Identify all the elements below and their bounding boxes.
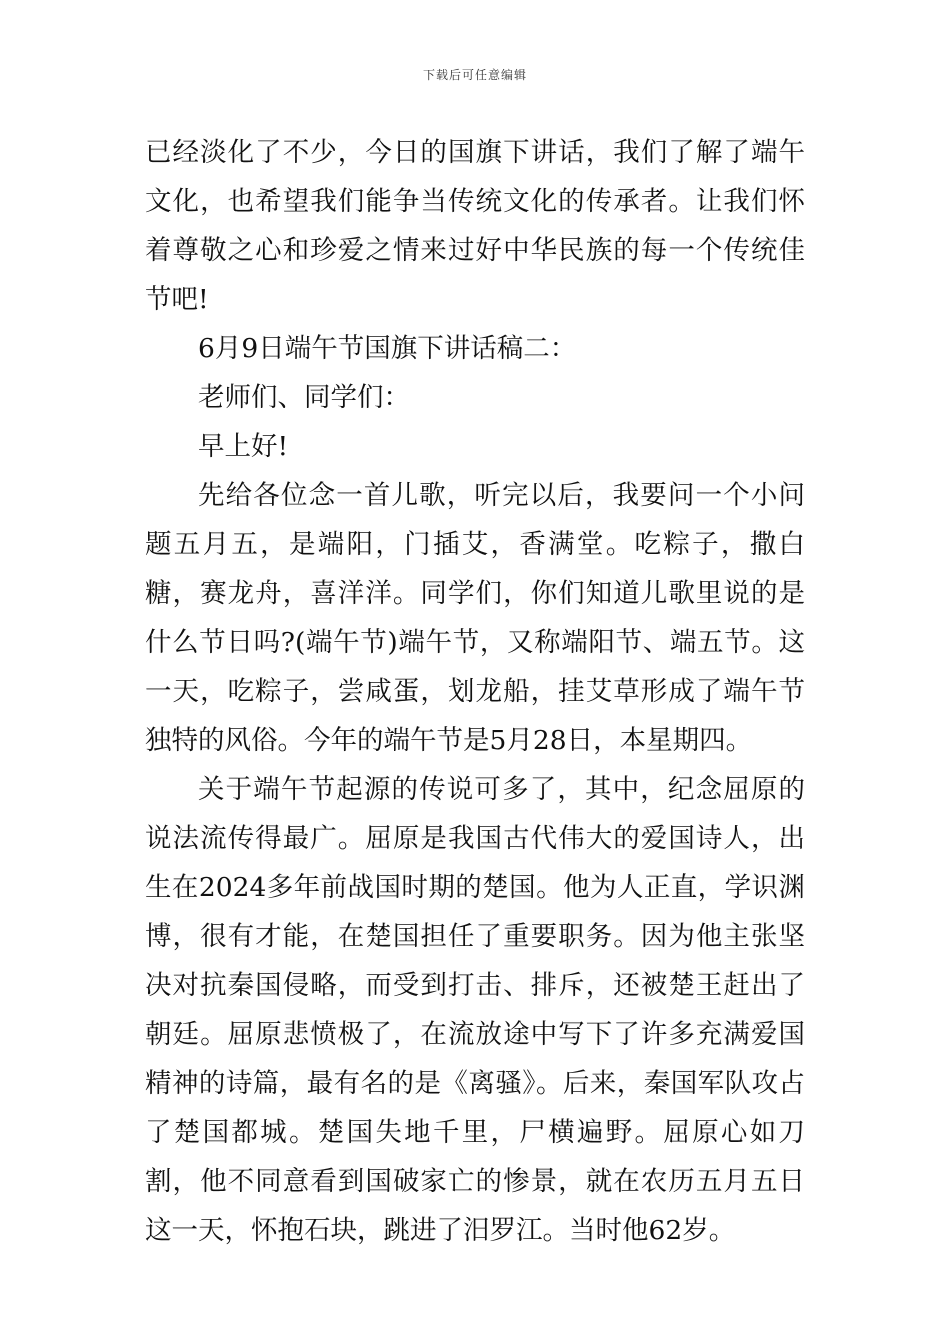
page-header-note: 下载后可任意编辑 xyxy=(422,68,527,82)
paragraph-nursery-rhyme: 先给各位念一首儿歌，听完以后，我要问一个小问题五月五，是端阳，门插艾，香满堂。吃粽子，撒白糖，赛龙舟，喜洋洋。同学们，你们知道儿歌里说的是什么节日吗?(端午节)端午节，又称端阳节、端五节。这一天，吃粽子，尝咸蛋，划龙船，挂艾草形成了端午节独特的风俗。今年的端午节是5月28日，本星期四。 xyxy=(145,480,805,756)
greeting: 早上好! xyxy=(198,431,289,462)
paragraph-qu-yuan: 关于端午节起源的传说可多了，其中，纪念屈原的说法流传得最广。屈原是我国古代伟大的爱国诗人，出生在2024多年前战国时期的楚国。他为人正直，学识渊博，很有才能，在楚国担任了重要职务。因为他主张坚决对抗秦国侵略，而受到打击、排斥，还被楚王赶出了朝廷。屈原悲愤极了，在流放途中写下了许多充满爱国精神的诗篇，最有名的是《离骚》。后来，秦国军队攻占了楚国都城。楚国失地千里，尸横遍野。屈原心如刀割，他不同意看到国破家亡的惨景，就在农历五月五日这一天，怀抱石块，跳进了汨罗江。当时他62岁。 xyxy=(145,774,805,1246)
paragraph-continuation: 已经淡化了不少，今日的国旗下讲话，我们了解了端午文化，也希望我们能争当传统文化的传承者。让我们怀着尊敬之心和珍爱之情来过好中华民族的每一个传统佳节吧! xyxy=(145,137,805,315)
speech-title: 6月9日端午节国旗下讲话稿二： xyxy=(198,333,577,364)
document-body xyxy=(145,128,805,1255)
salutation: 老师们、同学们： xyxy=(198,382,410,413)
